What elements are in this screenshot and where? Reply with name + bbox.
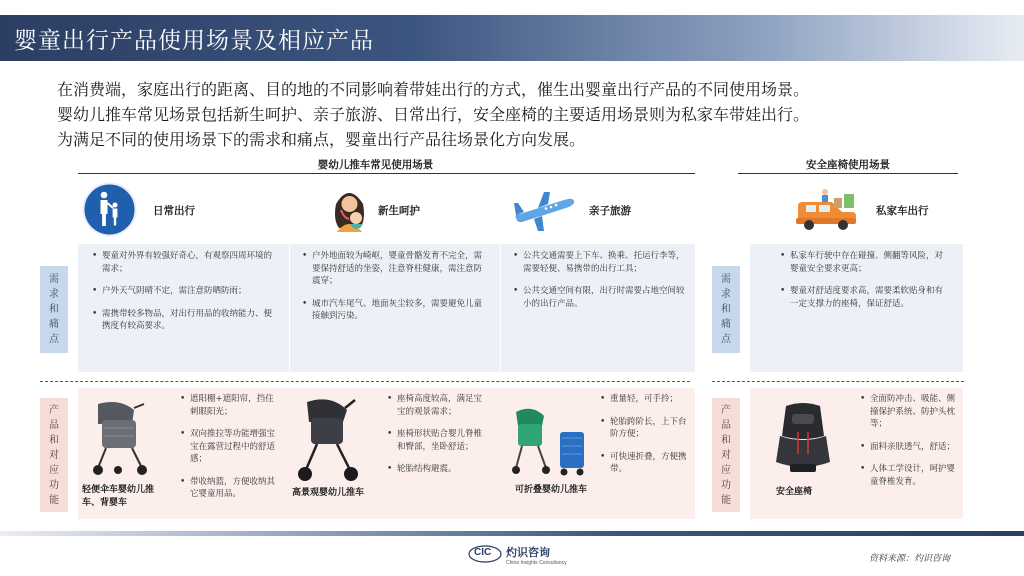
- scenario-label-newborn: 新生呵护: [378, 205, 420, 217]
- list-item: • 城市汽车尾气、地面灰尘较多，需要避免儿童接触到污染。: [312, 298, 490, 323]
- company-logo-subtitle: China Insights Consultancy: [506, 560, 567, 566]
- list-item: • 需携带较多物品，对出行用品的收纳能力、便携度有较高要求。: [102, 308, 278, 333]
- company-logo-mark: CIC: [474, 547, 492, 558]
- list-item: • 座椅高度较高，满足宝宝的观景需求；: [397, 393, 490, 418]
- features-list-high-view: [385, 393, 490, 486]
- needs-side-label-text: 需求和痛点: [49, 274, 59, 345]
- seat-section-divider: [738, 173, 958, 174]
- list-item: • 带收纳篮，方便收纳其它婴童用品。: [190, 476, 282, 501]
- seat-section-title: 安全座椅使用场景: [806, 159, 890, 171]
- lightweight-stroller-image: [88, 398, 158, 478]
- list-item: • 座椅形状贴合婴儿脊椎和臀部，坐卧舒适；: [397, 428, 490, 453]
- stroller-section-title: 婴幼儿推车常见使用场景: [317, 159, 434, 171]
- footer-bar: [0, 531, 1024, 536]
- company-logo-text: 灼识咨询: [506, 546, 550, 559]
- company-logo-icon: [468, 544, 502, 564]
- list-item: • 私家车行驶中存在碰撞、侧翻等风险，对婴童安全要求更高；: [790, 250, 950, 275]
- page-title: 婴童出行产品使用场景及相应产品: [14, 28, 374, 54]
- features-list-car-seat: [858, 393, 958, 498]
- stroller-section-divider: [78, 173, 695, 174]
- products-side-label-seat: [712, 398, 740, 512]
- product-name-lightweight: 轻便伞车婴幼儿推车、背婴车: [82, 485, 155, 508]
- list-item: • 双向推拉等功能增强宝宝在露营过程中的舒适感；: [190, 428, 282, 466]
- product-name-foldable: 可折叠婴幼儿推车: [515, 485, 588, 495]
- list-item: • 婴童对舒适度要求高，需要柔软贴身和有一定支撑力的座椅，保证舒适。: [790, 285, 950, 310]
- needs-list-daily: [90, 250, 278, 343]
- products-side-label-text: 产品和对应功能: [721, 404, 731, 506]
- list-item: • 公共交通空间有限，出行时需要占地空间较小的出行产品。: [523, 285, 687, 310]
- list-item: • 人体工学设计，呵护婴童脊椎发育。: [870, 463, 958, 488]
- list-item: • 重量轻，可手拎；: [610, 393, 692, 406]
- list-item: • 户外地面较为崎岖，婴童骨骼发育不完全，需要保持舒适的坐姿，注意脊柱健康，需注意防震穿；: [312, 250, 490, 288]
- dashed-divider: [40, 381, 690, 382]
- column-divider: [289, 244, 290, 372]
- needs-list-car: [778, 250, 950, 320]
- needs-list-travel: [511, 250, 687, 320]
- products-side-label: [40, 398, 68, 512]
- scenario-label-daily: 日常出行: [153, 205, 195, 217]
- needs-side-label-seat: [712, 266, 740, 353]
- car-seat-image: [772, 402, 834, 476]
- foldable-stroller-image: [510, 402, 590, 480]
- needs-side-label: [40, 266, 68, 353]
- family-car-icon: [792, 186, 860, 236]
- features-list-foldable: [598, 393, 692, 486]
- list-item: • 遮阳棚+遮阳帘，挡住刺眼阳光；: [190, 393, 282, 418]
- airplane-icon: [512, 188, 576, 234]
- scenario-label-car: 私家车出行: [876, 205, 929, 217]
- dashed-divider: [712, 381, 964, 382]
- list-item: • 轮胎结构避震。: [397, 463, 490, 476]
- list-item: • 婴童对外界有较强好奇心，有观察四周环境的需求；: [102, 250, 278, 275]
- products-side-label-text: 产品和对应功能: [49, 404, 59, 506]
- list-item: • 面料亲肤透气，舒适；: [870, 441, 958, 454]
- list-item: • 公共交通需要上下车、换乘、托运行李等，需要轻便、易携带的出行工具；: [523, 250, 687, 275]
- high-view-stroller-image: [293, 396, 365, 484]
- intro-line: 在消费端，家庭出行的距离、目的地的不同影响着带娃出行的方式，催生出婴童出行产品的不同使用场景。: [57, 80, 810, 99]
- mother-baby-icon: [322, 182, 377, 237]
- needs-side-label-text: 需求和痛点: [721, 274, 731, 345]
- list-item: • 全面防冲击、吸能、侧撞保护系统、防护头枕等；: [870, 393, 958, 431]
- scenario-label-travel: 亲子旅游: [589, 205, 631, 217]
- intro-paragraph: [57, 77, 987, 152]
- column-divider: [500, 244, 501, 372]
- list-item: • 户外天气阴晴不定，需注意防晒防雨；: [102, 285, 278, 298]
- needs-list-newborn: [300, 250, 490, 333]
- list-item: • 轮胎跨阶长，上下台阶方便；: [610, 416, 692, 441]
- source-note: 资料来源：灼识咨询: [868, 554, 950, 564]
- product-name-car-seat: 安全座椅: [776, 487, 813, 497]
- intro-line: 为满足不同的使用场景下的需求和痛点，婴童出行产品往场景化方向发展。: [57, 130, 586, 149]
- product-name-high-view: 高景观婴幼儿推车: [292, 488, 365, 498]
- pedestrian-sign-icon: [82, 182, 137, 237]
- list-item: • 可快速折叠，方便携带。: [610, 451, 692, 476]
- features-list-lightweight: [178, 393, 282, 511]
- intro-line: 婴幼儿推车常见场景包括新生呵护、亲子旅游、日常出行，安全座椅的主要适用场景则为私家车带娃出行。: [57, 105, 810, 124]
